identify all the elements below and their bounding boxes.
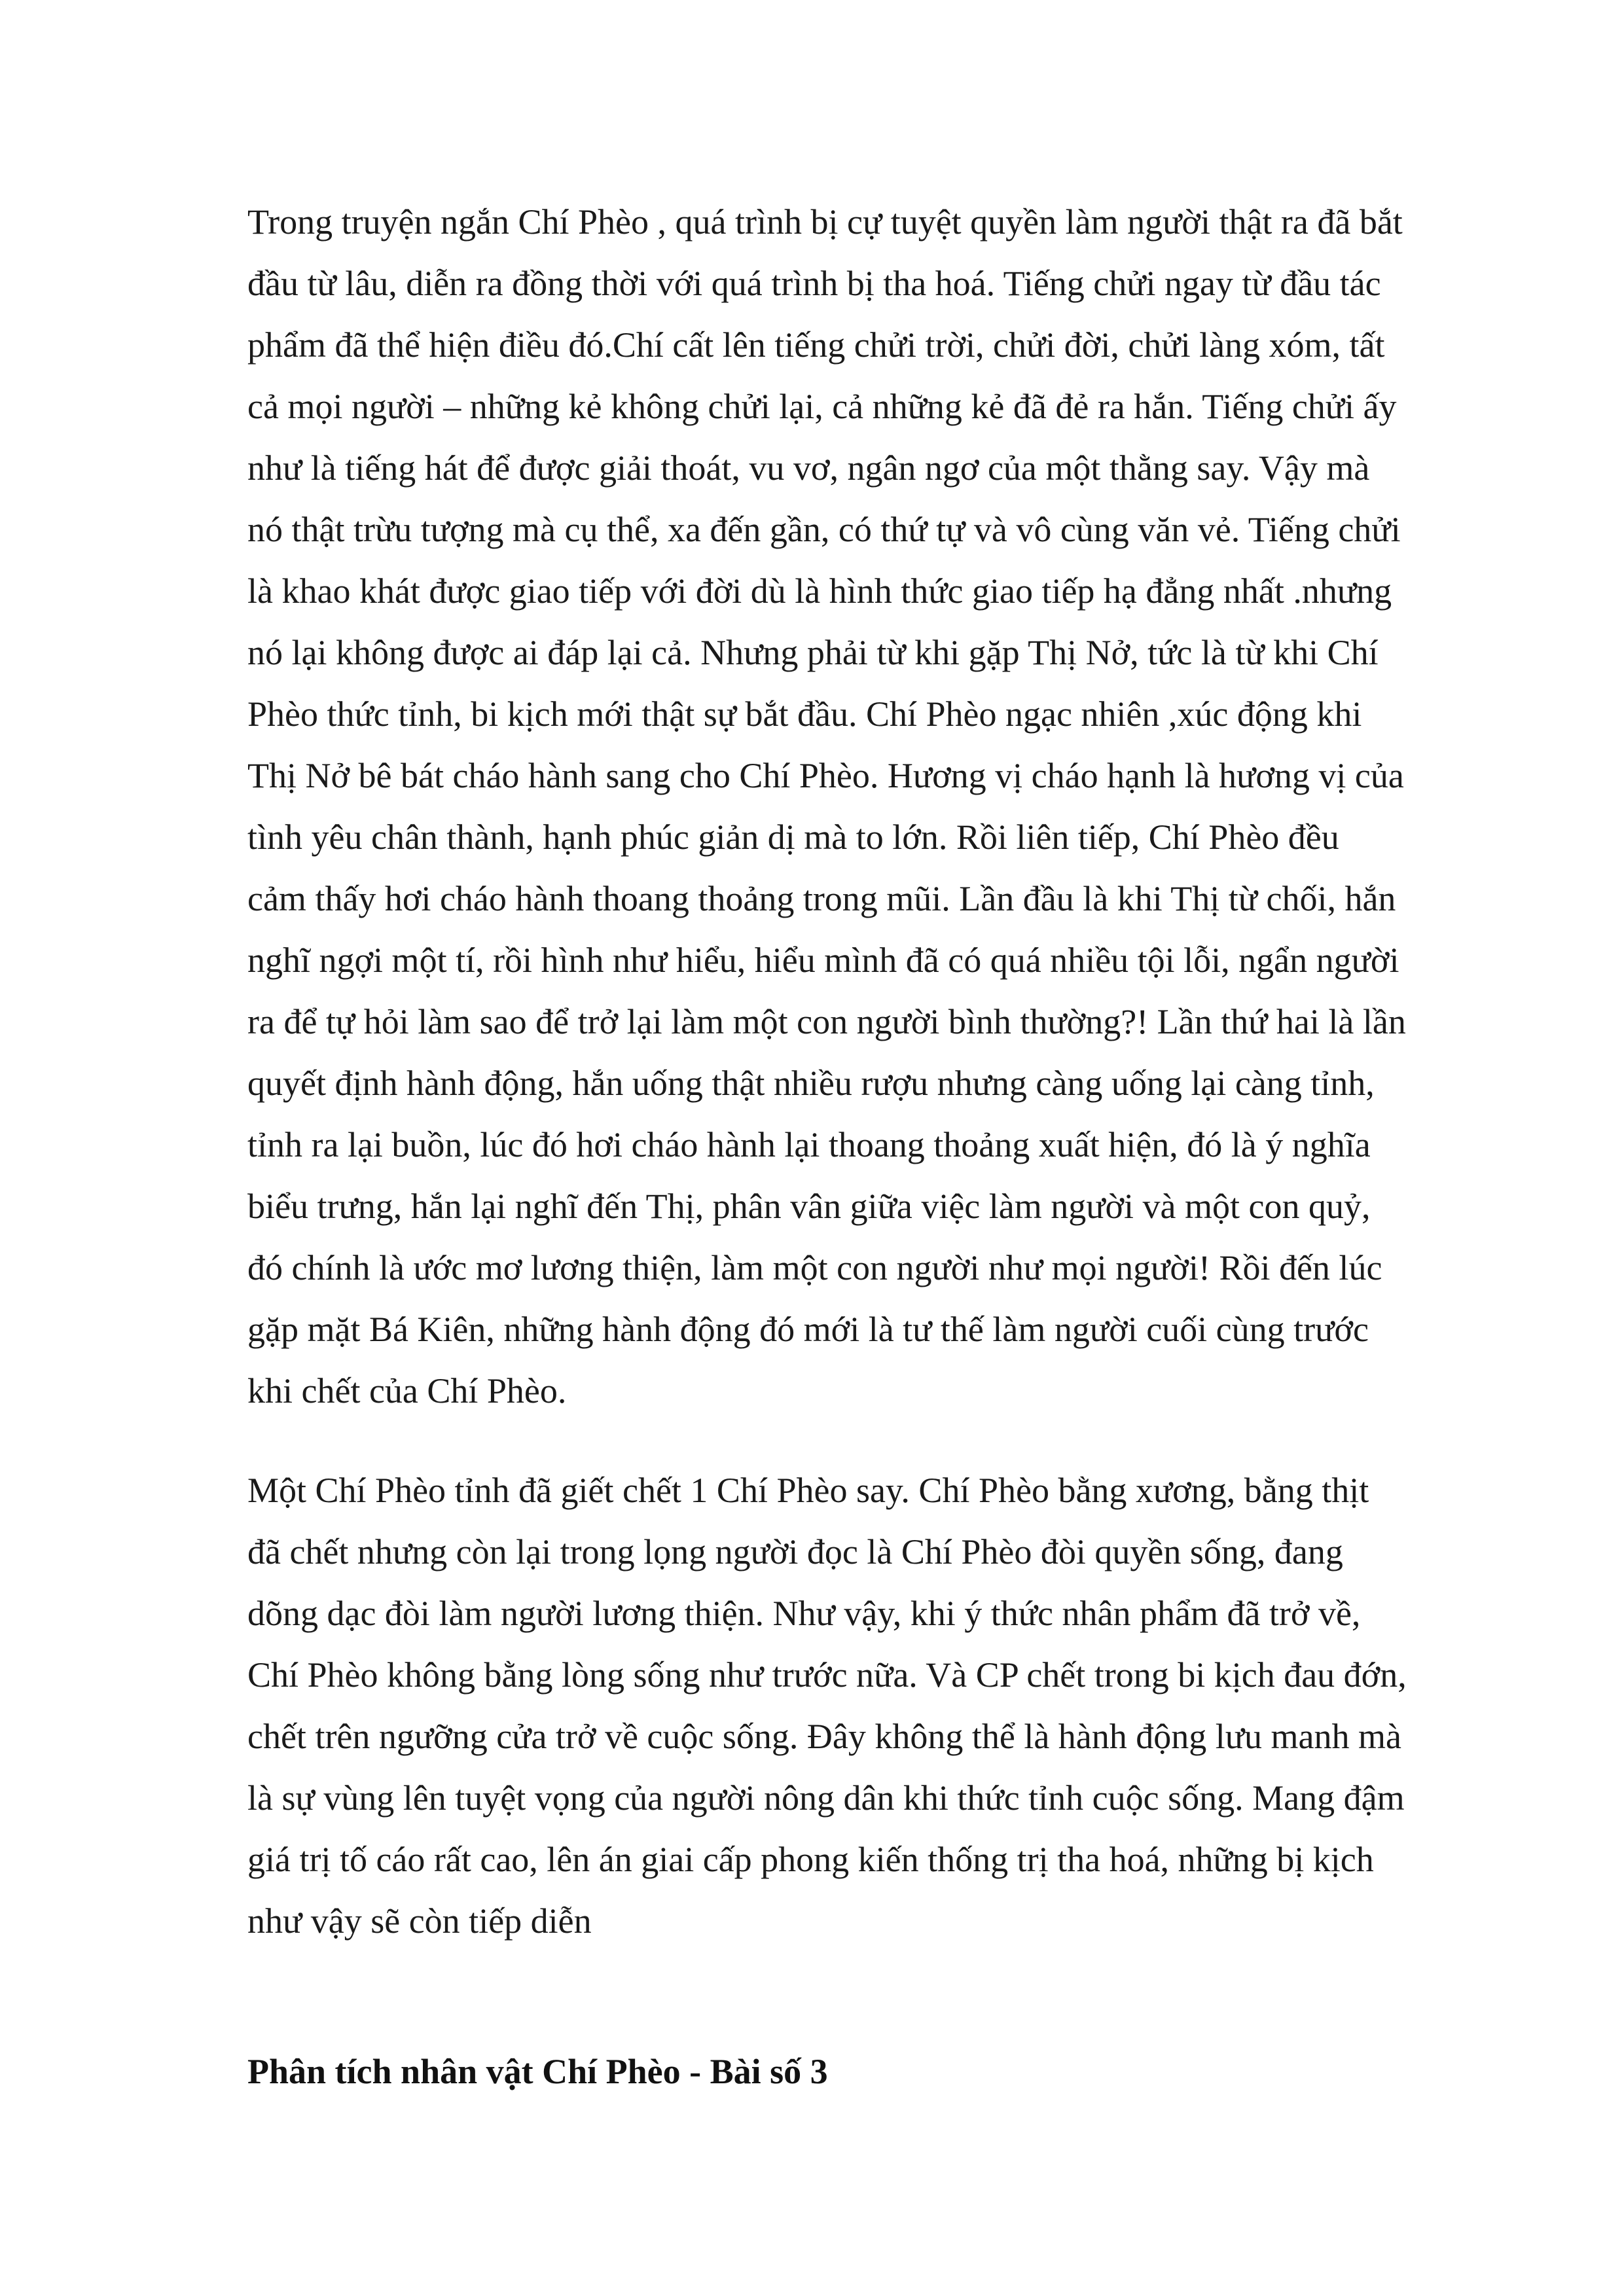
- paragraph-line: nó thật trừu tượng mà cụ thể, xa đến gần, có thứ tự và vô cùng văn vẻ. Tiếng chửi: [247, 510, 1401, 549]
- paragraph-line: Trong truyện ngắn Chí Phèo , quá trình bị cự tuyệt quyền làm người thật ra đã bắt: [247, 202, 1403, 242]
- paragraph-line: cả mọi người – những kẻ không chửi lại, cả những kẻ đã đẻ ra hắn. Tiếng chửi ấy: [247, 387, 1397, 426]
- paragraph-line: gặp mặt Bá Kiên, những hành động đó mới là tư thế làm người cuối cùng trước: [247, 1310, 1369, 1349]
- paragraph-line: quyết định hành động, hắn uống thật nhiều rượu nhưng càng uống lại càng tỉnh,: [247, 1064, 1375, 1103]
- paragraph-line: như là tiếng hát để được giải thoát, vu vơ, ngân ngơ của một thằng say. Vậy mà: [247, 448, 1370, 488]
- paragraph-line: Chí Phèo không bằng lòng sống như trước nữa. Và CP chết trong bi kịch đau đớn,: [247, 1655, 1407, 1695]
- paragraph-line: đầu từ lâu, diễn ra đồng thời với quá trình bị tha hoá. Tiếng chửi ngay từ đầu tác: [247, 264, 1381, 303]
- paragraph-2: [247, 1460, 1407, 1952]
- paragraph-line: tỉnh ra lại buồn, lúc đó hơi cháo hành lại thoang thoảng xuất hiện, đó là ý nghĩa: [247, 1125, 1371, 1164]
- paragraph-line: Phèo thức tỉnh, bi kịch mới thật sự bắt đầu. Chí Phèo ngạc nhiên ,xúc động khi: [247, 694, 1362, 734]
- paragraph-line: như vậy sẽ còn tiếp diễn: [247, 1901, 592, 1941]
- paragraph-1: [247, 191, 1406, 1422]
- paragraph-line: tình yêu chân thành, hạnh phúc giản dị mà to lớn. Rồi liên tiếp, Chí Phèo đều: [247, 817, 1339, 857]
- paragraph-line: là khao khát được giao tiếp với đời dù là hình thức giao tiếp hạ đẳng nhất .nhưng: [247, 571, 1392, 611]
- paragraph-line: chết trên ngưỡng cửa trở về cuộc sống. Đây không thể là hành động lưu manh mà: [247, 1717, 1401, 1756]
- paragraph-line: khi chết của Chí Phèo.: [247, 1371, 567, 1410]
- paragraph-line: biểu trưng, hắn lại nghĩ đến Thị, phân vân giữa việc làm người và một con quỷ,: [247, 1187, 1371, 1226]
- paragraph-line: nó lại không được ai đáp lại cả. Nhưng phải từ khi gặp Thị Nở, tức là từ khi Chí: [247, 633, 1379, 672]
- paragraph-line: giá trị tố cáo rất cao, lên án giai cấp phong kiến thống trị tha hoá, những bị kịch: [247, 1840, 1374, 1879]
- paragraph-line: đó chính là ước mơ lương thiện, làm một con người như mọi người! Rồi đến lúc: [247, 1248, 1382, 1287]
- section-heading: Phân tích nhân vật Chí Phèo - Bài số 3: [247, 2052, 828, 2091]
- paragraph-line: đã chết nhưng còn lại trong lọng người đọc là Chí Phèo đòi quyền sống, đang: [247, 1532, 1343, 1571]
- paragraph-line: Một Chí Phèo tỉnh đã giết chết 1 Chí Phèo say. Chí Phèo bằng xương, bằng thịt: [247, 1471, 1369, 1510]
- paragraph-line: là sự vùng lên tuyệt vọng của người nông dân khi thức tỉnh cuộc sống. Mang đậm: [247, 1778, 1405, 1818]
- paragraph-line: ra để tự hỏi làm sao để trở lại làm một con người bình thường?! Lần thứ hai là lần: [247, 1002, 1406, 1041]
- paragraph-line: nghĩ ngợi một tí, rồi hình như hiểu, hiểu mình đã có quá nhiều tội lỗi, ngẩn người: [247, 941, 1399, 980]
- paragraph-line: cảm thấy hơi cháo hành thoang thoảng trong mũi. Lần đầu là khi Thị từ chối, hắn: [247, 879, 1396, 918]
- paragraph-line: Thị Nở bê bát cháo hành sang cho Chí Phèo. Hương vị cháo hạnh là hương vị của: [247, 756, 1404, 795]
- paragraph-line: phẩm đã thể hiện điều đó.Chí cất lên tiếng chửi trời, chửi đời, chửi làng xóm, tất: [247, 325, 1385, 365]
- paragraph-line: dõng dạc đòi làm người lương thiện. Như vậy, khi ý thức nhân phẩm đã trở về,: [247, 1594, 1361, 1633]
